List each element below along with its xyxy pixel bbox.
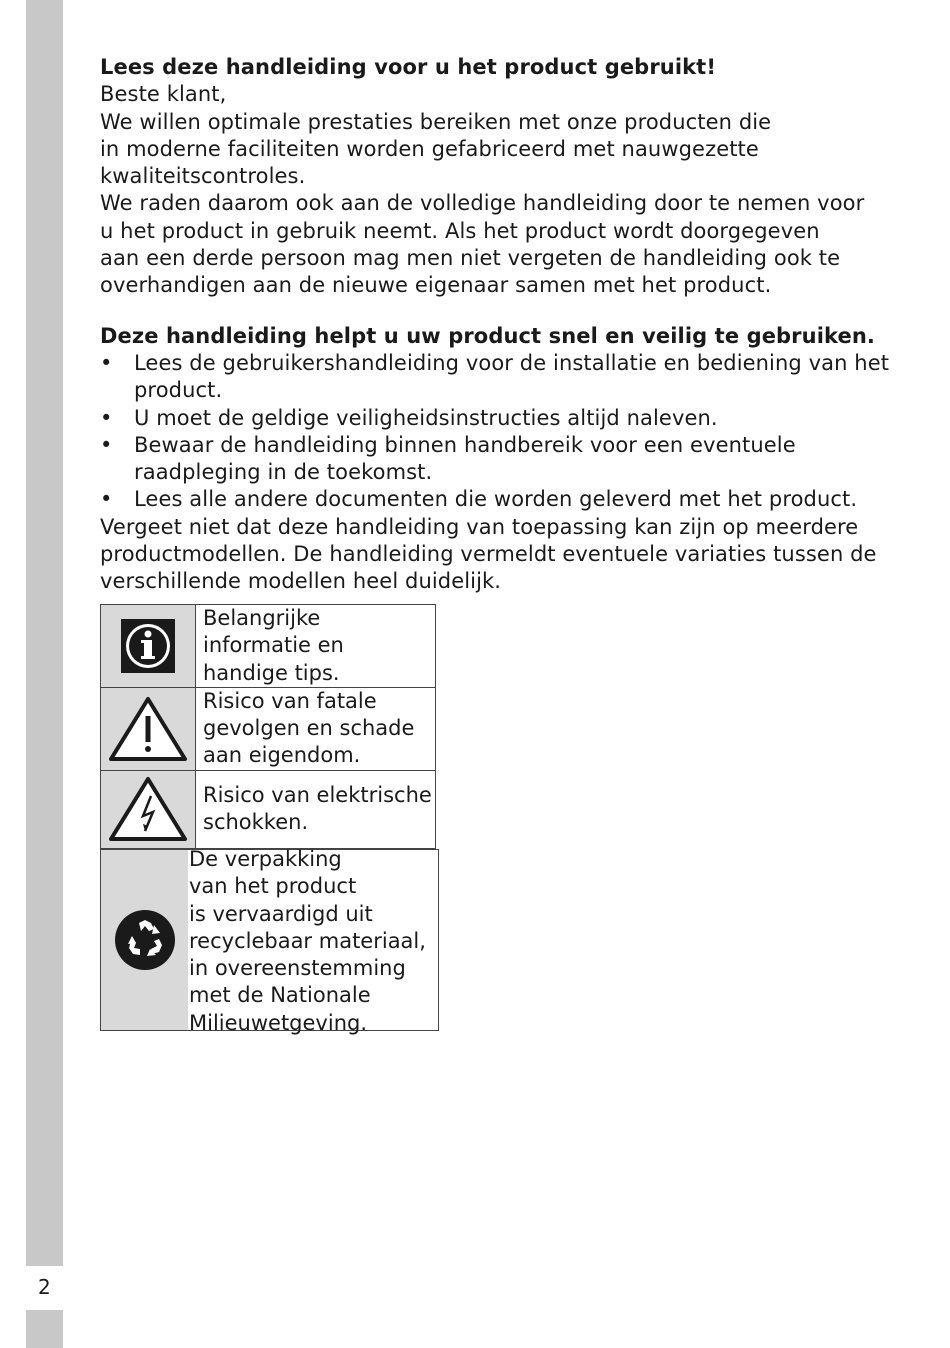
page-number: 2 (38, 1275, 51, 1299)
intro-line: in moderne faciliteiten worden gefabriceerd met nauwgezette (100, 136, 759, 161)
closing-line: productmodellen. De handleiding vermeldt eventuele variaties tussen de (100, 542, 877, 567)
closing-line: verschillende modellen heel duidelijk. (100, 569, 502, 594)
symbols-table (100, 604, 436, 849)
main-content (100, 54, 900, 596)
symbol-text: Risico van elektrische schokken. (196, 770, 436, 848)
symbol-row-info (101, 605, 436, 688)
list-item: • U moet de geldige veiligheidsinstructies altijd naleven. (100, 405, 900, 432)
recycle-text: De verpakking van het product is vervaardigd uit recyclebaar materiaal, in overeenstemming met de Nationale Milieuwetgeving. (189, 847, 426, 1035)
warning-icon (108, 696, 188, 762)
intro-heading: Lees deze handleiding voor u het product gebruikt! (100, 55, 716, 79)
symbol-icon-cell (101, 605, 196, 688)
intro-line: overhandigen aan de nieuwe eigenaar samen met het product. (100, 273, 772, 298)
intro-line: We willen optimale prestaties bereiken met onze producten die (100, 109, 772, 134)
symbol-text: Risico van fatale gevolgen en schade aan eigendom. (196, 687, 436, 770)
sidebar-bar (26, 0, 63, 1266)
intro-line: aan een derde persoon mag men niet vergeten de handleiding ook te (100, 246, 841, 271)
intro-line: Beste klant, (100, 82, 227, 107)
list-item: • Lees de gebruikershandleiding voor de installatie en bediening van het product. (100, 350, 900, 405)
sidebar-bar-bottom (26, 1310, 63, 1348)
list-item: • Bewaar de handleiding binnen handbereik voor een eventuele raadpleging in de toekomst. (100, 432, 900, 487)
list-item: • Lees alle andere documenten die worden geleverd met het product. (100, 486, 900, 513)
guide-heading: Deze handleiding helpt u uw product snel en veilig te gebruiken. (100, 323, 875, 348)
bullet-list (100, 350, 900, 514)
symbol-icon-cell (101, 687, 196, 770)
symbol-row-warning (101, 687, 436, 770)
electric-shock-icon (108, 776, 188, 842)
recycle-icon (114, 909, 176, 971)
symbol-row-electric (101, 770, 436, 848)
recycle-notice (100, 847, 439, 1035)
intro-line: We raden daarom ook aan de volledige handleiding door te nemen voor (100, 191, 865, 216)
intro-line: kwaliteitscontroles. (100, 164, 306, 189)
intro-line: u het product in gebruik neemt. Als het product wordt doorgegeven (100, 218, 820, 243)
closing-line: Vergeet niet dat deze handleiding van toepassing kan zijn op meerdere (100, 514, 859, 539)
recycle-icon-cell (101, 850, 188, 1030)
symbol-text: Belangrijke informatie en handige tips. (196, 605, 436, 688)
info-icon (120, 618, 176, 674)
symbol-icon-cell (101, 770, 196, 848)
